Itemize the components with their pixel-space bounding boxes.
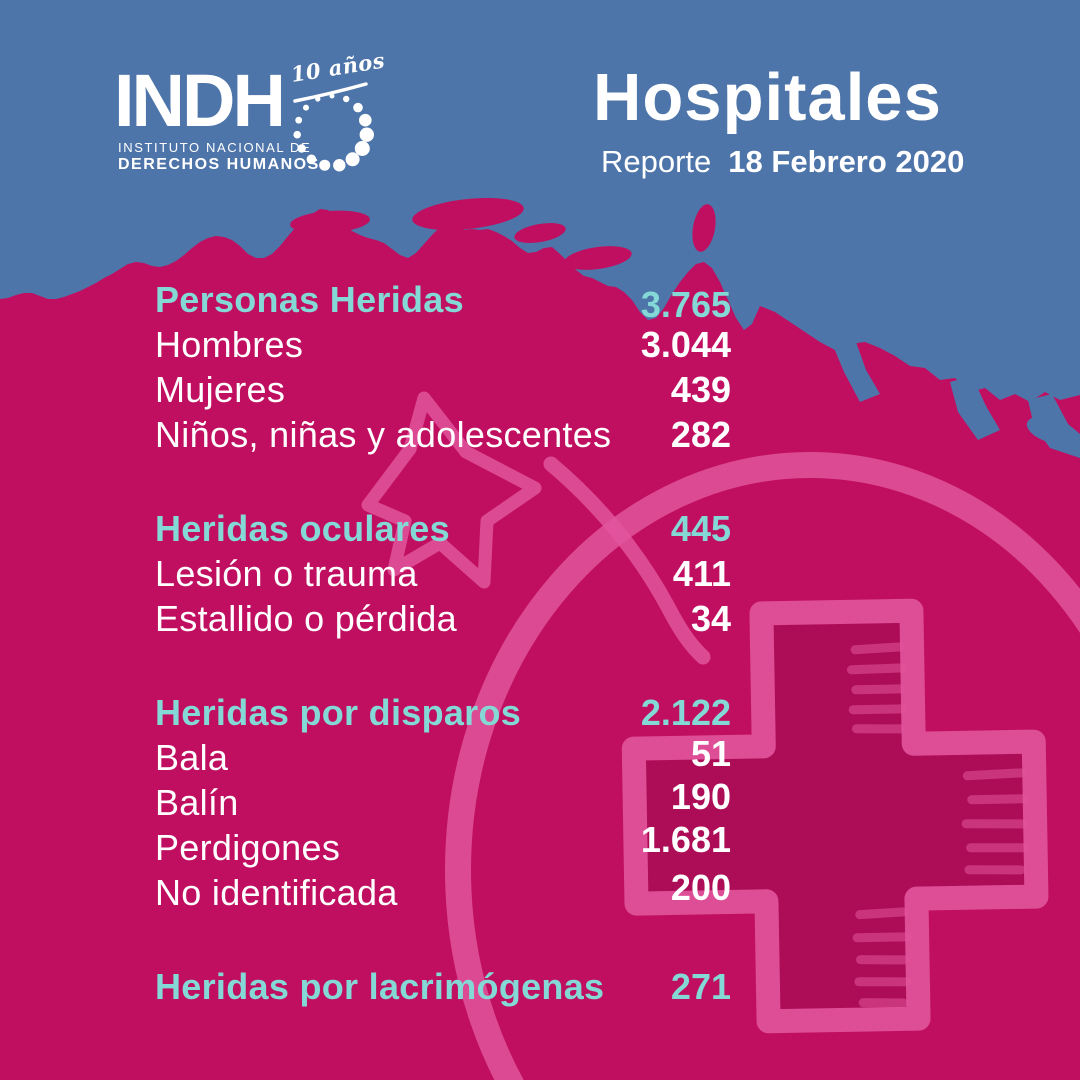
stat-label: Heridas por disparos [155,691,522,733]
stat-value: 2.122 [640,691,731,733]
section-heridas-por-disparos [155,690,731,915]
section-heading-row [155,964,731,1009]
stat-label: Perdigones [155,826,341,868]
statistics-list [155,277,731,1058]
stat-value: 1.681 [640,818,731,860]
section-heading-row [155,277,731,325]
section-heading-row [155,506,731,551]
page-title: Hospitales [593,60,942,135]
stat-value: 51 [690,732,731,774]
stat-value: 411 [672,552,731,594]
stat-label: Heridas oculares [155,507,450,549]
stat-label: Balín [155,781,239,823]
stat-row [155,551,731,596]
stat-label: Lesión o trauma [155,552,418,594]
stat-value: 190 [670,775,731,817]
stat-row [155,322,731,367]
stat-row [155,866,731,915]
logo-anniversary-label: 10 años [289,47,387,87]
stat-row [155,732,731,780]
stat-row [155,367,731,412]
section-heading-row [155,690,731,735]
stat-row [155,596,731,641]
stat-row [155,818,731,870]
logo-institute-line1: INSTITUTO NACIONAL DE [118,140,312,155]
stat-label: Personas Heridas [155,278,464,320]
stat-label: No identificada [155,871,398,913]
stat-value: 445 [670,507,731,549]
stat-value: 3.765 [640,283,731,325]
stat-value: 282 [670,413,731,455]
stat-row [155,412,731,457]
stat-label: Hombres [155,323,304,365]
stat-value: 271 [670,965,731,1007]
logo-institute-line2: DERECHOS HUMANOS [118,156,320,173]
stat-value: 34 [690,597,731,639]
section-heridas-oculares [155,506,731,641]
report-date: 18 Febrero 2020 [728,144,965,179]
stat-label: Heridas por lacrimógenas [155,965,605,1007]
stat-label: Estallido o pérdida [155,597,457,639]
stat-label: Niños, niñas y adolescentes [155,413,612,455]
logo-acronym: INDH [114,59,283,142]
stat-value: 200 [670,866,731,908]
stat-value: 3.044 [640,323,731,365]
stat-label: Bala [155,736,229,778]
section-personas-heridas [155,277,731,457]
section-heridas-por-lacrimogenas [155,964,731,1009]
report-subtitle [601,146,964,177]
stat-label: Mujeres [155,368,286,410]
report-label: Reporte [601,144,712,179]
stat-value: 439 [670,368,731,410]
